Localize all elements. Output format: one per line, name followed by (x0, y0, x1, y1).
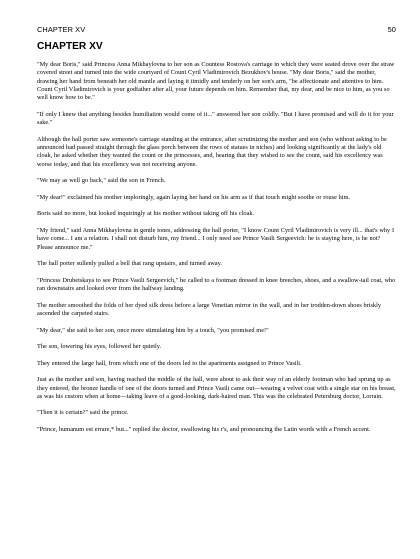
chapter-title: CHAPTER XV (37, 41, 103, 52)
paragraph: The son, lowering his eyes, followed her quietly. (37, 343, 162, 351)
paragraph: Although the hall porter saw someone's carriage standing at the entrance, after scrutinizing the mother and son (who without asking to be announced had passed straight through the glass porch between the rows of statues in niches) and looking significantly at the lady's old cloak, he asked whether they wanted the count or the princesses, and, hearing that they wished to see the count, said his excellency was worse today, and that his excellency was not receiving anyone. (37, 135, 387, 168)
chapter-body (37, 61, 396, 434)
paragraph: "Princess Drubetskaya to see Prince Vasili Sergeevich," he called to a footman dressed in knee breeches, shoes, and a swallow-tail coat, who ran downstairs and looked over from the halfway landing. (37, 276, 396, 293)
paragraph: "My dear!" exclaimed his mother imploringly, again laying her hand on his arm as if that touch might soothe or rouse him. (37, 193, 351, 201)
paragraph: "My dear Boris," said Princess Anna Mikhaylovna to her son as Countess Rostova's carriage in which they were seated drove over the straw covered street and turned into the wide courtyard of Count Cyril Vladimirovich Bezukhov's house. "My dear Boris," said the mother, drawing her hand from beneath her old mantle and laying it timidly and tenderly on her son's arm, "be affectionate and attentive to him. Count Cyril Vladimirovich is your godfather after all, your future depends on him. Remember that, my dear, and be nice to him, as you so well know how to be." (37, 61, 395, 102)
paragraph: "Prince, humanum est errare,* but..." replied the doctor, swallowing his r's, and pronouncing the Latin words with a French accent. (37, 426, 371, 434)
paragraph: "Then it is certain?" said the prince. (37, 409, 129, 417)
paragraph: The hall porter sullenly pulled a bell that rang upstairs, and turned away. (37, 260, 222, 268)
document-page (37, 25, 396, 443)
paragraph: "If only I knew that anything besides humiliation would come of it..." answered her son coldly. "But I have promised and will do it for your sake." (37, 110, 394, 127)
paragraph: "We may as well go back," said the son in French. (37, 177, 166, 185)
paragraph: The mother smoothed the folds of her dyed silk dress before a large Venetian mirror in the wall, and in her trodden-down shoes briskly ascended the carpeted stairs. (37, 301, 381, 317)
running-header-chapter: CHAPTER XV (37, 25, 86, 34)
paragraph: They entered the large hall, from which one of the doors led to the apartments assigned to Prince Vasili. (37, 359, 302, 367)
running-header (37, 25, 396, 34)
paragraph: "My friend," said Anna Mikhaylovna in gentle tones, addressing the hall porter, "I know Count Cyril Vladimirovich is very ill... that's why I have come... I am a relation. I shall not disturb him, my friend... I only need see Prince Vasili Sergeevich: he is staying here, is he not? Please announce me." (37, 226, 395, 251)
paragraph: Boris said no more, but looked inquiringly at his mother without taking off his cloak. (37, 210, 255, 218)
paragraph: Just as the mother and son, having reached the middle of the hall, were about to ask their way of an elderly footman who had sprung up as they entered, the bronze handle of one of the doors turned and Prince Vasili came out—wearing a velvet coat with a single star on his breast, as was his custom when at home—taking leave of a good-looking, dark-haired man. This was the celebrated Petersburg doctor, Lorrain. (37, 376, 396, 400)
paragraph: "My dear," she said to her son, once more stimulating him by a touch, "you promised me!" (37, 326, 269, 334)
page-number: 50 (387, 25, 396, 34)
